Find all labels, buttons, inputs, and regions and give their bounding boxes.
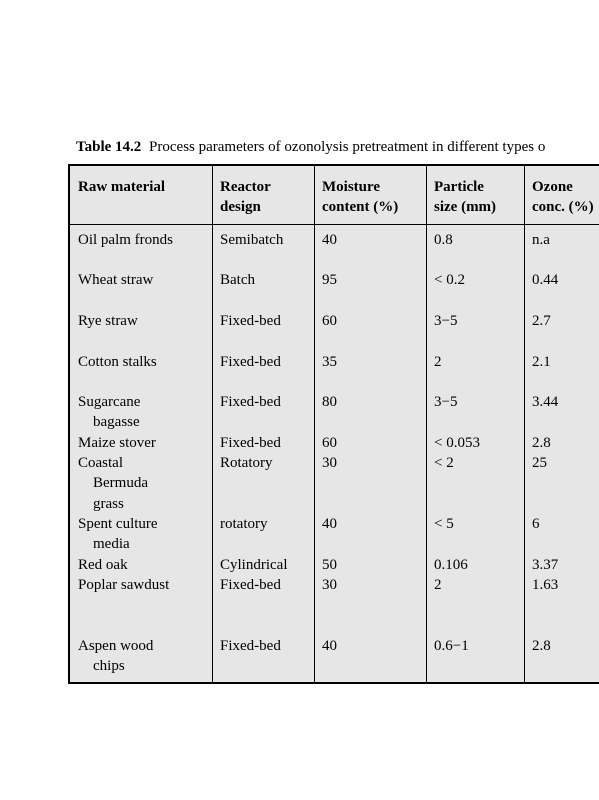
cell-moisture: 35 xyxy=(322,354,337,370)
cell-raw-material: Maize stover xyxy=(78,435,156,451)
cell-moisture: 30 xyxy=(322,577,337,593)
cell-ozone: 2.8 xyxy=(532,638,551,654)
cell-particle: 0.6−1 xyxy=(434,638,469,654)
cell-moisture: 40 xyxy=(322,516,337,532)
header-ozone-conc: Ozone conc. (%) xyxy=(532,179,594,216)
cell-reactor: Fixed-bed xyxy=(220,354,281,370)
cell-raw-material: Coastal Bermuda grass xyxy=(78,455,148,512)
cell-moisture: 60 xyxy=(322,435,337,451)
cell-reactor: Fixed-bed xyxy=(220,577,281,593)
cell-ozone: 2.8 xyxy=(532,435,551,451)
cell-raw-material: Oil palm fronds xyxy=(78,232,173,248)
cell-ozone: n.a xyxy=(532,232,550,248)
cell-moisture: 80 xyxy=(322,394,337,410)
header-particle-size: Particle size (mm) xyxy=(434,179,497,216)
cell-ozone: 25 xyxy=(532,455,547,471)
cell-raw-material: Spent culture media xyxy=(78,516,158,553)
cell-moisture: 50 xyxy=(322,557,337,573)
cell-reactor: Fixed-bed xyxy=(220,638,281,654)
cell-reactor: Fixed-bed xyxy=(220,394,281,410)
cell-ozone: 0.44 xyxy=(532,272,559,288)
cell-ozone: 3.37 xyxy=(532,557,559,573)
cell-ozone: 6 xyxy=(532,516,540,532)
cell-raw-material: Cotton stalks xyxy=(78,354,157,370)
cell-particle: < 5 xyxy=(434,516,454,532)
column-divider xyxy=(426,166,427,682)
cell-reactor: Fixed-bed xyxy=(220,435,281,451)
cell-raw-material: Sugarcane bagasse xyxy=(78,394,141,431)
table-caption-text: Process parameters of ozonolysis pretreatment in different types o xyxy=(149,139,546,155)
cell-reactor: Semibatch xyxy=(220,232,284,248)
data-table xyxy=(68,164,599,684)
cell-reactor: Rotatory xyxy=(220,455,273,471)
cell-particle: 2 xyxy=(434,354,442,370)
cell-particle: < 0.2 xyxy=(434,272,465,288)
column-divider xyxy=(212,166,213,682)
cell-particle: < 0.053 xyxy=(434,435,480,451)
cell-particle: 0.106 xyxy=(434,557,468,573)
cell-particle: 0.8 xyxy=(434,232,453,248)
cell-moisture: 40 xyxy=(322,232,337,248)
cell-moisture: 95 xyxy=(322,272,337,288)
cell-raw-material: Wheat straw xyxy=(78,272,154,288)
cell-raw-material: Red oak xyxy=(78,557,128,573)
cell-particle: 2 xyxy=(434,577,442,593)
cell-moisture: 30 xyxy=(322,455,337,471)
cell-ozone: 2.1 xyxy=(532,354,551,370)
cell-raw-material: Poplar sawdust xyxy=(78,577,170,593)
cell-particle: 3−5 xyxy=(434,313,458,329)
cell-reactor: rotatory xyxy=(220,516,268,532)
header-raw-material: Raw material xyxy=(78,179,166,195)
cell-raw-material: Rye straw xyxy=(78,313,138,329)
cell-moisture: 40 xyxy=(322,638,337,654)
cell-ozone: 3.44 xyxy=(532,394,559,410)
cell-reactor: Cylindrical xyxy=(220,557,288,573)
cell-particle: 3−5 xyxy=(434,394,458,410)
cell-ozone: 2.7 xyxy=(532,313,551,329)
cell-reactor: Batch xyxy=(220,272,255,288)
header-reactor-design: Reactor design xyxy=(220,179,271,216)
column-divider xyxy=(314,166,315,682)
header-moisture-content: Moisture content (%) xyxy=(322,179,399,216)
cell-reactor: Fixed-bed xyxy=(220,313,281,329)
cell-raw-material: Aspen wood chips xyxy=(78,638,154,675)
column-divider xyxy=(524,166,525,682)
cell-particle: < 2 xyxy=(434,455,454,471)
table-caption-label: Table 14.2 xyxy=(76,139,142,155)
header-rule xyxy=(70,224,599,225)
cell-ozone: 1.63 xyxy=(532,577,559,593)
cell-moisture: 60 xyxy=(322,313,337,329)
table-caption xyxy=(76,139,599,156)
